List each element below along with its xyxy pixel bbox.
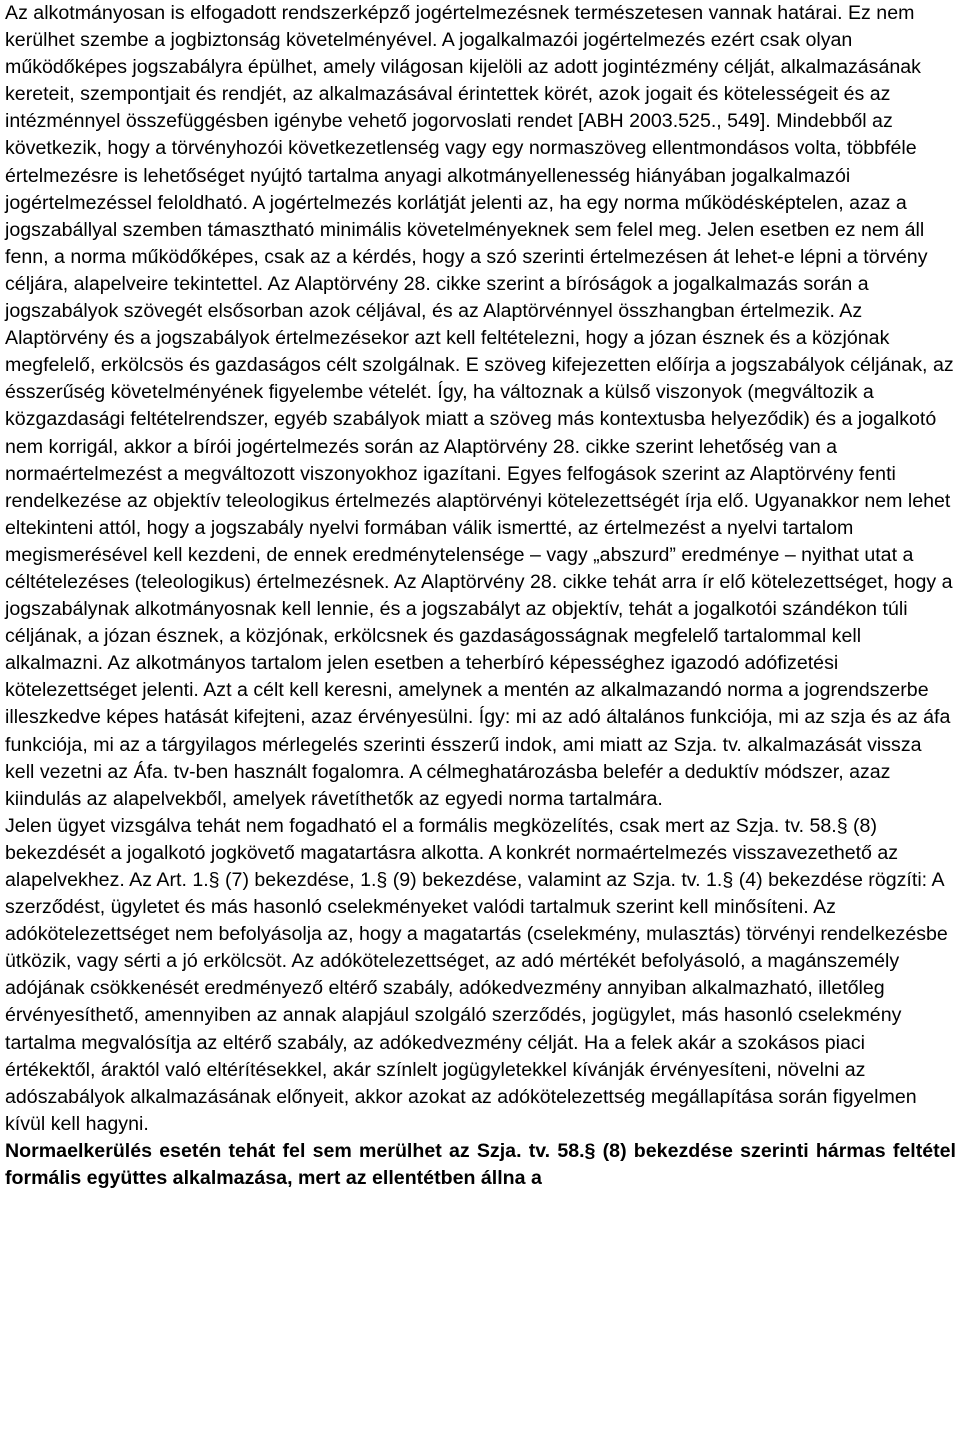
document-page: [5, 0, 956, 1192]
bold-conclusion-paragraph: Normaelkerülés esetén tehát fel sem merülhet az Szja. tv. 58.§ (8) bekezdése szerinti hármas feltétel formális együttes alkalmazása, mert az ellentétben állna a: [5, 1139, 956, 1190]
body-paragraph-1: Az alkotmányosan is elfogadott rendszerképző jogértelmezésnek természetesen vannak határai. Ez nem kerülhet szembe a jogbiztonság követelményével. A jogalkalmazói jogértelmezés ezért csak olyan működőképes jogszabályra épülhet, amely világosan kijelöli az adott jogintézmény célját, alkalmazásának kereteit, szempontjait és rendjét, az alkalmazásával érintettek körét, azok jogait és kötelességeit és az intézménnyel összefüggésben igénybe vehető jogorvoslati rendet [ABH 2003.525., 549]. Mindebből az következik, hogy a törvényhozói következetlenség vagy egy normaszöveg ellentmondásos volta, többféle értelmezésre is lehetőséget nyújtó tartalma anyagi alkotmányellenesség hiányában jogalkalmazói jogértelmezéssel feloldható. A jogértelmezés korlátját jelenti az, ha egy norma működésképtelen, azaz a jogszabállyal szemben támasztható minimális követelményeknek sem felel meg. Jelen esetben ez nem áll fenn, a norma működőképes, csak az a kérdés, hogy a szó szerinti értelmezésen át lehet-e lépni a törvény céljára, alapelveire tekintettel. Az Alaptörvény 28. cikke szerint a bíróságok a jogalkalmazás során a jogszabályok szövegét elsősorban azok céljával, és az Alaptörvénnyel összhangban értelmezik. Az Alaptörvény és a jogszabályok értelmezésekor azt kell feltételezni, hogy a józan észnek és a közjónak megfelelő, erkölcsös és gazdaságos célt szolgálnak. E szöveg kifejezetten előírja a jogszabályok céljának, az ésszerűség követelményének figyelembe vételét. Így, ha változnak a külső viszonyok (megváltozik a közgazdasági feltételrendszer, egyéb szabályok miatt a szöveg más kontextusba helyeződik) és a jogalkotó nem korrigál, akkor a bírói jogértelmezés során az Alaptörvény 28. cikke szerint lehetőség van a normaértelmezést a megváltozott viszonyokhoz igazítani. Egyes felfogások szerint az Alaptörvény fenti rendelkezése az objektív teleologikus értelmezés alaptörvényi kötelezettségét írja elő. Ugyanakkor nem lehet eltekinteni attól, hogy a jogszabály nyelvi formában válik ismertté, az értelmezést a nyelvi tartalom megismerésével kell kezdeni, de ennek eredménytelensége – vagy „abszurd” eredménye – nyithat utat a céltételezéses (teleologikus) értelmezésnek. Az Alaptörvény 28. cikke tehát arra ír elő kötelezettséget, hogy a jogszabálynak alkotmányosnak kell lennie, és a jogszabályt az objektív, tehát a jogalkotói szándékon túli céljának, a józan észnek, a közjónak, erkölcsnek és gazdaságosságnak megfelelő tartalommal kell alkalmazni. Az alkotmányos tartalom jelen esetben a teherbíró képességhez igazodó adófizetési kötelezettséget jelenti. Azt a célt kell keresni, amelynek a mentén az alkalmazandó norma a jogrendszerbe illeszkedve képes hatását kifejteni, azaz érvényesülni. Így: mi az adó általános funkciója, mi az szja és az áfa funkciója, mi az a tárgyilagos mérlegelés szerinti ésszerű indok, ami miatt az Szja. tv. alkalmazását vissza kell vezetni az Áfa. tv-ben használt fogalomra. A célmeghatározásba belefér a deduktív módszer, azaz kiindulás az alapelvekből, amelyek rávetíthetők az egyedi norma tartalmára.: [5, 2, 954, 810]
body-paragraph-2: Jelen ügyet vizsgálva tehát nem fogadható el a formális megközelítés, csak mert az Szja. tv. 58.§ (8) bekezdését a jogalkotó jogkövető magatartásra alkotta. A konkrét normaértelmezés visszavezethető az alapelvekhez. Az Art. 1.§ (7) bekezdése, 1.§ (9) bekezdése, valamint az Szja. tv. 1.§ (4) bekezdése rögzíti: A szerződést, ügyletet és más hasonló cselekményeket valódi tartalmuk szerint kell minősíteni. Az adókötelezettséget nem befolyásolja az, hogy a magatartás (cselekmény, mulasztás) törvényi rendelkezésbe ütközik, vagy sérti a jó erkölcsöt. Az adókötelezettséget, az adó mértékét befolyásoló, a magánszemély adójának csökkenését eredményező eltérő szabály, adókedvezmény annyiban alkalmazható, illetőleg érvényesíthető, amennyiben az annak alapjául szolgáló szerződés, jogügylet, más hasonló cselekmény tartalma megvalósítja az eltérő szabály, az adókedvezmény célját. Ha a felek akár a szokásos piaci értékektől, áraktól való eltérítésekkel, akár színlelt jogügyletekkel kívánják érvényesíteni, növelni az adószabályok alkalmazásának előnyeit, akkor azokat az adókötelezettség megállapítása során figyelmen kívül kell hagyni.: [5, 814, 948, 1135]
